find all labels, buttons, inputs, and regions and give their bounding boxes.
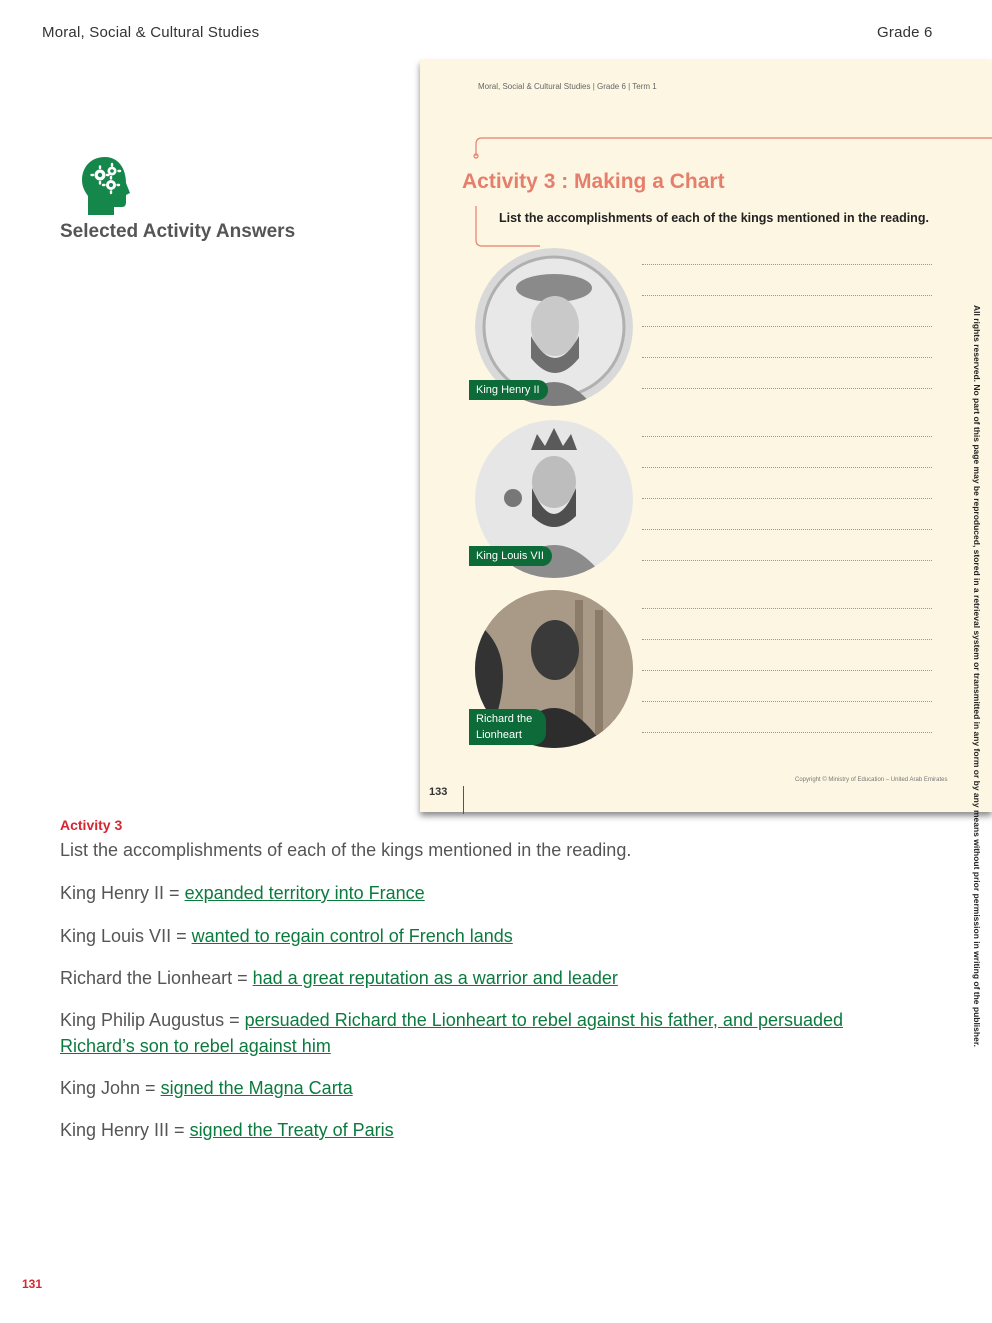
answer-prefix: Richard the Lionheart =: [60, 968, 253, 988]
rights-notice: All rights reserved. No part of this page may be reproduced, stored in a retrieval system or transmitted in any form or by any means without prior permission in writing of the publisher.: [972, 305, 982, 1048]
activity-question: List the accomplishments of each of the kings mentioned in the reading.: [60, 840, 632, 860]
label-richard-lionheart: Richard the Lionheart: [469, 709, 546, 745]
answer-row: [60, 965, 920, 991]
textbook-page-header: Moral, Social & Cultural Studies | Grade 6 | Term 1: [478, 82, 657, 91]
answer-prefix: King Philip Augustus =: [60, 1010, 245, 1030]
header-subject: Moral, Social & Cultural Studies: [42, 24, 260, 41]
copyright: Copyright © Ministry of Education – United Arab Emirates: [795, 777, 948, 783]
answer-row: [60, 923, 920, 949]
answer-prefix: King John =: [60, 1078, 161, 1098]
answer-lines-richard-lionheart: [642, 578, 932, 733]
page-number-divider: [463, 786, 464, 814]
answer-text: expanded territory into France: [184, 883, 425, 903]
textbook-page-number: 133: [429, 786, 448, 798]
answer-prefix: King Henry II =: [60, 883, 185, 903]
answer-text: wanted to regain control of French lands: [191, 926, 513, 946]
answer-row: [60, 1117, 920, 1143]
textbook-page: [420, 60, 992, 812]
footer-page-number: 131: [22, 1277, 43, 1291]
answer-row: [60, 1075, 920, 1101]
label-louis-vii: King Louis VII: [469, 546, 552, 566]
answer-lines-louis-vii: [642, 406, 932, 561]
answer-text: signed the Magna Carta: [160, 1078, 353, 1098]
section-title: Selected Activity Answers: [60, 221, 296, 242]
answer-prefix: King Henry III =: [60, 1120, 190, 1140]
answer-lines-henry-ii: [642, 234, 932, 389]
head-gears-icon: [78, 155, 132, 217]
answer-text: signed the Treaty of Paris: [189, 1120, 394, 1140]
activity-heading: Activity 3: [60, 817, 123, 833]
activity-title: Activity 3 : Making a Chart: [462, 170, 725, 193]
instruction: List the accomplishments of each of the kings mentioned in the reading.: [499, 211, 929, 225]
header-grade: Grade 6: [877, 24, 933, 41]
answer-row: [60, 880, 920, 906]
answer-text: persuaded Richard the Lionheart to rebel against his father, and persuaded Richard’s son to rebel against him: [60, 1010, 844, 1056]
answer-text: had a great reputation as a warrior and leader: [252, 968, 618, 988]
label-henry-ii: King Henry II: [469, 380, 548, 400]
answer-row: [60, 1007, 920, 1059]
decorative-bracket: [420, 60, 992, 260]
answer-prefix: King Louis VII =: [60, 926, 192, 946]
